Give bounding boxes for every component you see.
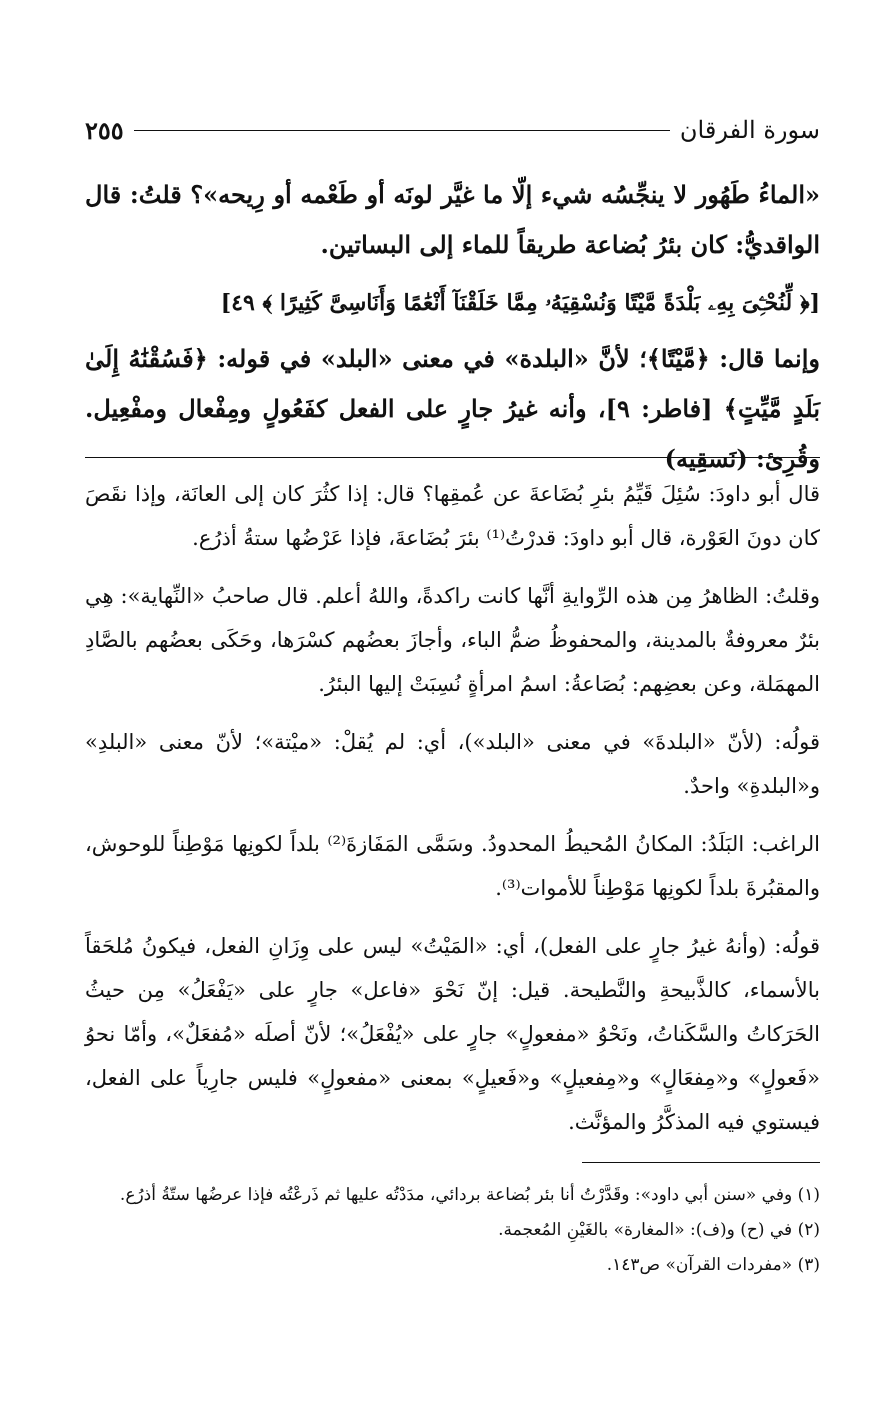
footnote-3: (٣) «مفردات القرآن» ص١٤٣. <box>606 1255 820 1275</box>
main-paragraph-2: وإنما قال: ﴿مَّيْتًا﴾؛ لأنَّ «البلدة» في معنى «البلد» في قوله: ﴿فَسُقْنَٰهُ إِلَىٰ بَلَدٍ مَّيِّتٍ﴾ [فاطر: ٩]، وأنه غيرُ جارٍ على الفعل كفَعُولٍ ومِفْعال ومفْعِيل. وقُرِئ: (نَسقِيه) <box>85 344 821 473</box>
footnote-1: (١) وفي «سنن أبي داود»: وقَدَّرْتُ أنا بئر بُضاعة بردائي، مدَدْتُه عليها ثم ذَرعْتُه فإذا عرضُها ستّةُ أذرُع. <box>119 1185 820 1205</box>
surah-title: سورة الفرقان <box>679 116 820 144</box>
page-header <box>85 112 820 148</box>
quran-verse: [﴿ لِّنُحْـِۧىَ بِهِۦ بَلْدَةً مَّيْتًا وَنُسْقِيَهُۥ مِمَّا خَلَقْنَآ أَنْعَٰمًا وَأَنَاسِىَّ كَثِيرًا ﴾ ٤٩] <box>220 290 820 316</box>
main-divider <box>85 457 820 458</box>
footnotes <box>85 1178 820 1283</box>
footnote-rule <box>582 1162 820 1163</box>
commentary-paragraph-2: وقلتُ: الظاهرُ مِن هذه الرِّوايةِ أنَّها كانت راكدةً، واللهُ أعلم. قال صاحبُ «النِّهاية»: هِي بئرٌ معروفةٌ بالمدينة، والمحفوظُ ضمُّ الباء، وأجازَ بعضُهم كسْرَها، وحَكَى بعضُهم بالصَّادِ المهمَلة، وعن بعضِهم: بُصَاعةُ: اسمُ امرأةٍ نُسِبَتْ إليها البئرُ. <box>85 584 820 696</box>
commentary <box>85 472 820 1144</box>
main-paragraph-1: «الماءُ طَهُور لا ينجِّسُه شيء إلّا ما غيَّر لونَه أو طَعْمه أو رِيحه»؟ قلتُ: قال الواقديُّ: كان بئرُ بُضاعة طريقاً للماء إلى البساتين. <box>85 180 820 259</box>
commentary-paragraph-3: قولُه: (لأنّ «البلدةَ» في معنى «البلد»)، أي: لم يُقلْ: «ميْتة»؛ لأنّ معنى «البلدِ» و«البلدةِ» واحدٌ. <box>85 730 820 798</box>
page-number: ٢٥٥ <box>85 115 124 145</box>
commentary-paragraph-1: قال أبو داودَ: سُئِلَ قَيِّمُ بئرِ بُضَاعةَ عن عُمقِها؟ قال: إذا كثُرَ كان إلى العانَة، وإذا نقَصَ كان دونَ العَوْرة، قال أبو داودَ: قدرْتُ⁽¹⁾ بئرَ بُضَاعةَ، فإذا عَرْضُها ستةُ أذرُع. <box>85 482 820 550</box>
header-rule <box>134 130 670 131</box>
commentary-paragraph-5: قولُه: (وأنهُ غيرُ جارٍ على الفعل)، أي: «المَيْتُ» ليس على وِزَانِ الفعل، فيكونُ مُلحَقاً بالأسماء، كالذَّبيحةِ والنَّطيحة. قيل: إنّ نَحْوَ «فاعل» جارٍ على «يَفْعَلُ» مِن حيثُ الحَرَكاتُ والسَّكَناتُ، ونَحْوُ «مفعولٍ» جارٍ على «يُفْعَلُ»؛ لأنّ أصلَه «مُفعَلٌ»، وأمّا نحوُ «فَعولٍ» و«مِفعَالٍ» و«مِفعيلٍ» و«فَعيلٍ» بمعنى «مفعولٍ» فليس جارِياً على الفعل، فيستوي فيه المذكَّرُ والمؤنَّث. <box>85 934 820 1134</box>
footnote-2: (٢) في (ح) و(ف): «المغارة» بالغَيْنِ المُعجمة. <box>498 1220 820 1240</box>
main-text <box>85 170 820 484</box>
commentary-paragraph-4: الراغب: البَلَدُ: المكانُ المُحيطُ المحدودُ. وسَمَّى المَفَازةَ⁽²⁾ بلداً لكونِها مَوْطِناً للوحوش، والمقبُرةَ بلداً لكونِها مَوْطِناً للأموات⁽³⁾. <box>85 832 820 900</box>
